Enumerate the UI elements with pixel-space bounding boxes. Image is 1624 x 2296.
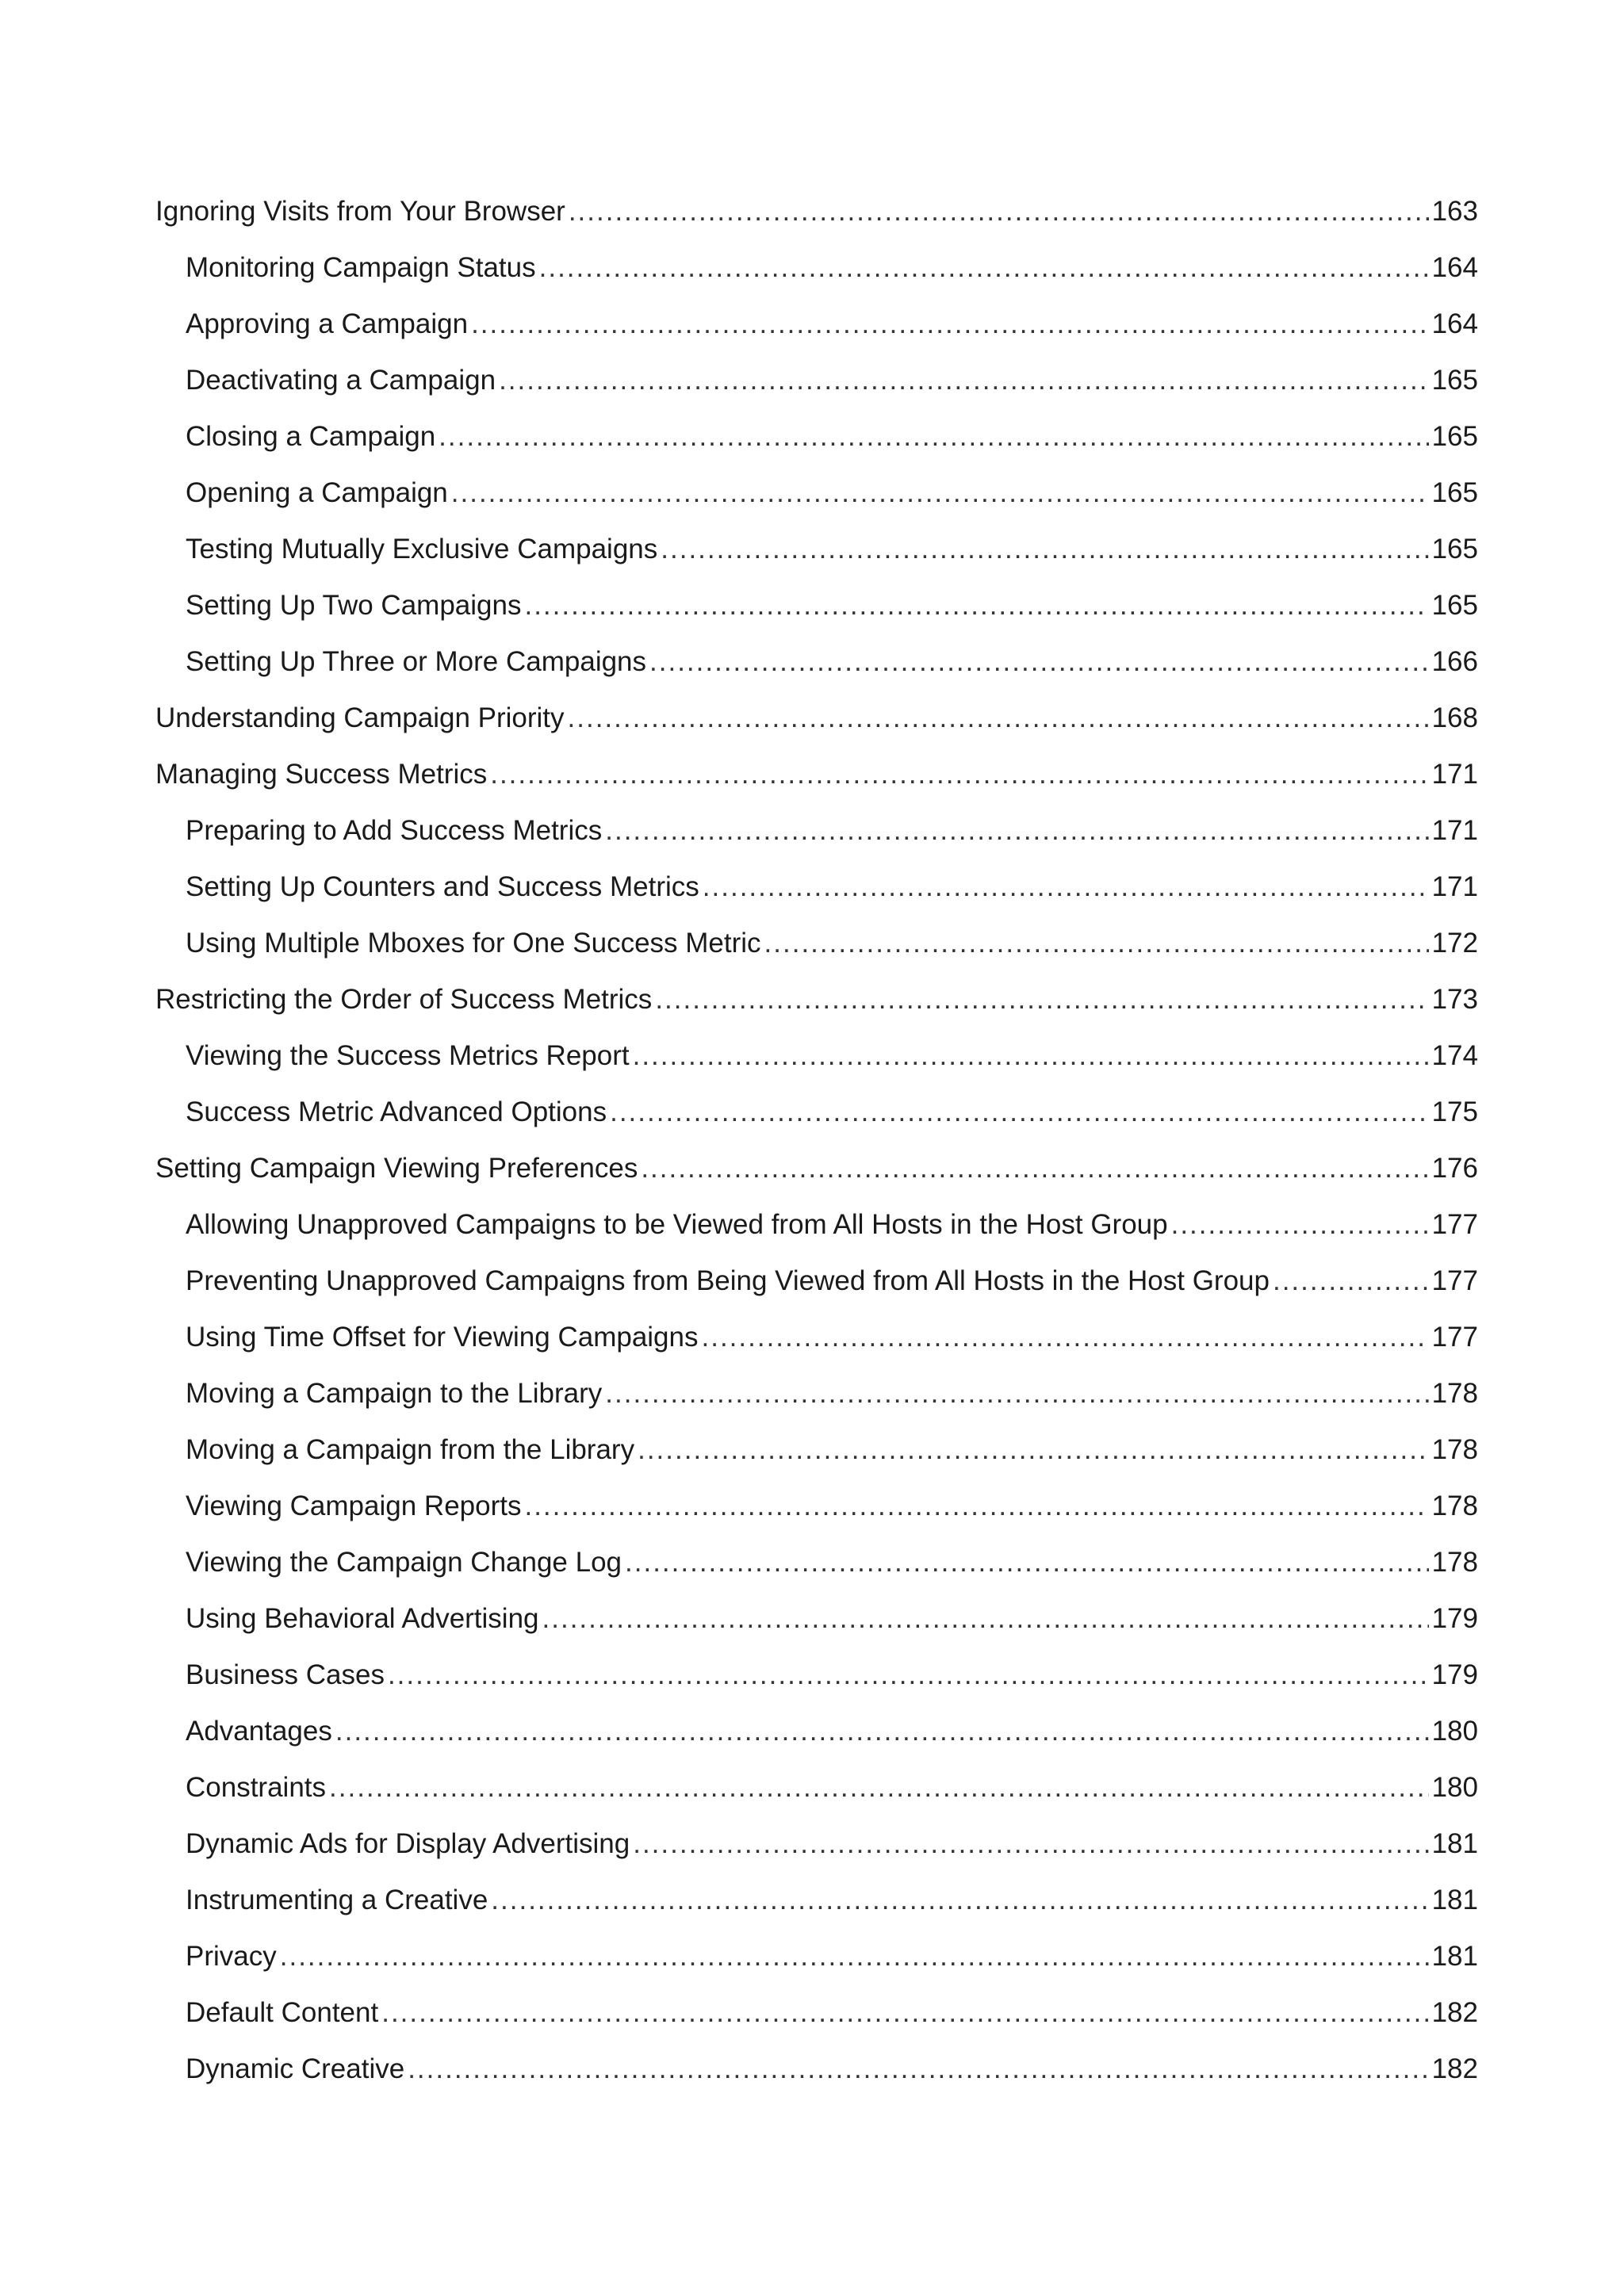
toc-entry-title: Setting Up Two Campaigns	[186, 590, 522, 621]
toc-entry-title: Testing Mutually Exclusive Campaigns	[186, 534, 658, 564]
toc-dot-leader	[539, 247, 1429, 289]
toc-dot-leader	[542, 1598, 1429, 1640]
toc-entry-page-number: 168	[1431, 702, 1478, 733]
toc-dot-leader	[605, 810, 1428, 851]
toc-entry[interactable]	[155, 1261, 1478, 1317]
toc-entry-title: Instrumenting a Creative	[186, 1885, 488, 1915]
toc-entry-page-number: 181	[1431, 1828, 1478, 1859]
toc-entry-page-number: 165	[1431, 477, 1478, 508]
toc-dot-leader	[605, 1373, 1428, 1414]
toc-entry-page-number: 166	[1431, 646, 1478, 677]
toc-entry[interactable]	[155, 1992, 1478, 2049]
toc-dot-leader	[610, 1092, 1429, 1133]
toc-dot-leader	[661, 529, 1428, 570]
toc-entry-title: Moving a Campaign to the Library	[186, 1378, 603, 1409]
toc-entry-title: Using Behavioral Advertising	[186, 1603, 539, 1634]
toc-entry-page-number: 171	[1431, 871, 1478, 902]
toc-entry-page-number: 173	[1431, 984, 1478, 1015]
toc-entry-page-number: 179	[1431, 1603, 1478, 1634]
toc-entry[interactable]	[155, 1823, 1478, 1880]
toc-entry[interactable]	[155, 360, 1478, 416]
toc-entry-title: Setting Up Counters and Success Metrics	[186, 871, 699, 902]
toc-entry-title: Preparing to Add Success Metrics	[186, 815, 603, 846]
toc-entry-page-number: 180	[1431, 1716, 1478, 1747]
toc-entry-page-number: 165	[1431, 590, 1478, 621]
toc-entry-page-number: 172	[1431, 928, 1478, 959]
toc-entry-title: Success Metric Advanced Options	[186, 1096, 607, 1127]
toc-entry-title: Constraints	[186, 1772, 327, 1803]
toc-entry-title: Monitoring Campaign Status	[186, 252, 536, 283]
toc-entry[interactable]	[155, 923, 1478, 979]
toc-entry-title: Preventing Unapproved Campaigns from Being Viewed from All Hosts in the Host Group	[186, 1265, 1270, 1296]
toc-entry-page-number: 182	[1431, 2053, 1478, 2084]
toc-entry[interactable]	[155, 1655, 1478, 1711]
toc-entry-title: Deactivating a Campaign	[186, 365, 496, 396]
toc-entry-page-number: 181	[1431, 1941, 1478, 1972]
toc-entry[interactable]	[155, 810, 1478, 867]
toc-entry-title: Dynamic Creative	[186, 2053, 405, 2084]
toc-entry-title: Default Content	[186, 1997, 379, 2028]
toc-dot-leader	[1273, 1261, 1429, 1302]
toc-entry-title: Moving a Campaign from the Library	[186, 1434, 635, 1465]
toc-dot-leader	[471, 304, 1429, 345]
toc-dot-leader	[655, 979, 1428, 1020]
toc-dot-leader	[633, 1823, 1428, 1865]
toc-dot-leader	[491, 1880, 1428, 1921]
toc-dot-leader	[280, 1936, 1429, 1977]
toc-entry[interactable]	[155, 585, 1478, 641]
toc-entry-page-number: 171	[1431, 815, 1478, 846]
toc-entry-page-number: 180	[1431, 1772, 1478, 1803]
toc-entry-title: Viewing the Success Metrics Report	[186, 1040, 630, 1071]
toc-dot-leader	[764, 923, 1429, 964]
toc-entry-title: Allowing Unapproved Campaigns to be Viewed from All Hosts in the Host Group	[186, 1209, 1168, 1240]
toc-entry[interactable]	[155, 1092, 1478, 1148]
toc-entry-page-number: 178	[1431, 1490, 1478, 1521]
toc-dot-leader	[524, 1486, 1428, 1527]
toc-dot-leader	[1171, 1204, 1429, 1246]
toc-entry-title: Opening a Campaign	[186, 477, 448, 508]
toc-entry-page-number: 175	[1431, 1096, 1478, 1127]
toc-entry-page-number: 176	[1431, 1153, 1478, 1184]
toc-entry-page-number: 178	[1431, 1547, 1478, 1578]
toc-entry-title: Using Time Offset for Viewing Campaigns	[186, 1322, 699, 1353]
toc-entry-page-number: 165	[1431, 365, 1478, 396]
toc-entry[interactable]	[155, 1542, 1478, 1598]
toc-entry-title: Restricting the Order of Success Metrics	[155, 984, 653, 1015]
toc-dot-leader	[702, 1317, 1429, 1358]
table-of-contents	[155, 191, 1478, 2105]
toc-entry-page-number: 177	[1431, 1265, 1478, 1296]
toc-dot-leader	[625, 1542, 1429, 1583]
toc-dot-leader	[568, 698, 1429, 739]
toc-dot-leader	[641, 1148, 1428, 1189]
toc-entry-page-number: 181	[1431, 1885, 1478, 1915]
toc-dot-leader	[499, 360, 1429, 401]
toc-entry-page-number: 165	[1431, 534, 1478, 564]
toc-dot-leader	[703, 867, 1429, 908]
toc-entry-page-number: 179	[1431, 1659, 1478, 1690]
toc-entry-page-number: 165	[1431, 421, 1478, 452]
toc-dot-leader	[451, 473, 1429, 514]
toc-entry[interactable]	[155, 1711, 1478, 1767]
toc-dot-leader	[524, 585, 1428, 626]
toc-entry-page-number: 177	[1431, 1209, 1478, 1240]
toc-entry-page-number: 182	[1431, 1997, 1478, 2028]
toc-dot-leader	[569, 191, 1429, 232]
toc-entry[interactable]	[155, 416, 1478, 473]
toc-entry-page-number: 174	[1431, 1040, 1478, 1071]
toc-dot-leader	[638, 1429, 1429, 1471]
toc-dot-leader	[649, 641, 1429, 683]
toc-entry-title: Using Multiple Mboxes for One Success Metric	[186, 928, 761, 959]
toc-dot-leader	[490, 754, 1428, 795]
toc-dot-leader	[329, 1767, 1429, 1808]
toc-entry-title: Viewing the Campaign Change Log	[186, 1547, 622, 1578]
toc-entry[interactable]	[155, 1880, 1478, 1936]
toc-dot-leader	[439, 416, 1428, 457]
toc-entry[interactable]	[155, 529, 1478, 585]
toc-entry[interactable]	[155, 2049, 1478, 2105]
toc-entry-title: Privacy	[186, 1941, 277, 1972]
toc-dot-leader	[633, 1035, 1429, 1077]
toc-entry[interactable]	[155, 1767, 1478, 1823]
toc-entry-page-number: 178	[1431, 1434, 1478, 1465]
toc-entry[interactable]	[155, 867, 1478, 923]
toc-dot-leader	[381, 1992, 1428, 2034]
toc-entry-page-number: 177	[1431, 1322, 1478, 1353]
toc-entry[interactable]	[155, 1598, 1478, 1655]
toc-dot-leader	[335, 1711, 1429, 1752]
toc-entry[interactable]	[155, 304, 1478, 360]
toc-entry-title: Setting Campaign Viewing Preferences	[155, 1153, 638, 1184]
toc-entry[interactable]	[155, 1373, 1478, 1429]
toc-entry-title: Viewing Campaign Reports	[186, 1490, 522, 1521]
toc-entry-title: Setting Up Three or More Campaigns	[186, 646, 647, 677]
toc-entry-page-number: 178	[1431, 1378, 1478, 1409]
toc-entry[interactable]	[155, 1317, 1478, 1373]
toc-entry-page-number: 164	[1431, 252, 1478, 283]
toc-entry[interactable]	[155, 1204, 1478, 1261]
toc-entry[interactable]	[155, 1936, 1478, 1992]
toc-entry[interactable]	[155, 1486, 1478, 1542]
toc-entry-title: Advantages	[186, 1716, 332, 1747]
toc-entry-title: Approving a Campaign	[186, 308, 469, 339]
toc-entry[interactable]	[155, 247, 1478, 304]
toc-entry-title: Ignoring Visits from Your Browser	[155, 196, 565, 227]
toc-entry[interactable]	[155, 1148, 1478, 1204]
toc-dot-leader	[388, 1655, 1429, 1696]
toc-entry-page-number: 164	[1431, 308, 1478, 339]
toc-entry-title: Closing a Campaign	[186, 421, 436, 452]
toc-entry[interactable]	[155, 641, 1478, 698]
toc-entry[interactable]	[155, 979, 1478, 1035]
toc-entry-title: Understanding Campaign Priority	[155, 702, 565, 733]
toc-entry-title: Managing Success Metrics	[155, 759, 488, 790]
toc-dot-leader	[408, 2049, 1428, 2090]
toc-entry-title: Dynamic Ads for Display Advertising	[186, 1828, 630, 1859]
toc-entry[interactable]	[155, 1429, 1478, 1486]
toc-entry-title: Business Cases	[186, 1659, 385, 1690]
toc-entry-page-number: 163	[1431, 196, 1478, 227]
toc-entry[interactable]	[155, 754, 1478, 810]
toc-entry[interactable]	[155, 191, 1478, 247]
toc-entry[interactable]	[155, 473, 1478, 529]
toc-entry[interactable]	[155, 1035, 1478, 1092]
toc-entry-page-number: 171	[1431, 759, 1478, 790]
toc-entry[interactable]	[155, 698, 1478, 754]
